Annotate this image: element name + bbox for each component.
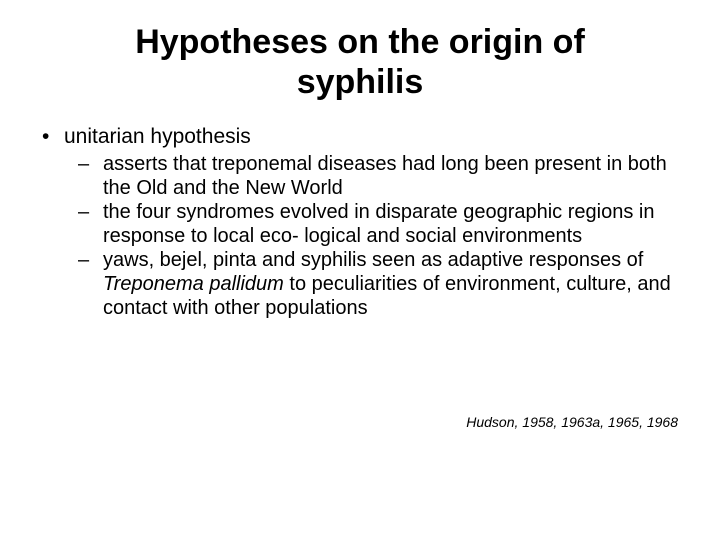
bullet-text: unitarian hypothesis [64, 125, 251, 148]
sub-bullet-list [42, 152, 692, 320]
dash-icon: – [78, 249, 90, 271]
slide-title-line-2: syphilis [296, 63, 424, 101]
sub-bullet-text: the four syndromes evolved in disparate geographic regions in response to local eco- logical and social environments [103, 201, 655, 247]
citation: Hudson, 1958, 1963a, 1965, 1968 [466, 414, 678, 430]
dash-icon: – [78, 201, 90, 223]
sub-bullet-text-part-1: yaws, bejel, pinta and syphilis seen as adaptive responses of [103, 249, 644, 271]
slide-body [42, 124, 692, 320]
dash-icon: – [78, 153, 90, 175]
bullet-dot-icon: • [42, 125, 50, 148]
species-name: Treponema pallidum [103, 273, 284, 295]
slide-title [0, 22, 720, 102]
sub-bullet-text: asserts that treponemal diseases had long been present in both the Old and the New World [103, 153, 667, 199]
sub-bullet-item [42, 248, 692, 320]
slide-title-line-1: Hypotheses on the origin of [135, 23, 585, 61]
bullet-item [42, 124, 692, 150]
sub-bullet-item [42, 152, 692, 200]
sub-bullet-text-part-2: to peculiarities of environment, culture, and contact with other populations [103, 273, 671, 319]
sub-bullet-item [42, 200, 692, 248]
